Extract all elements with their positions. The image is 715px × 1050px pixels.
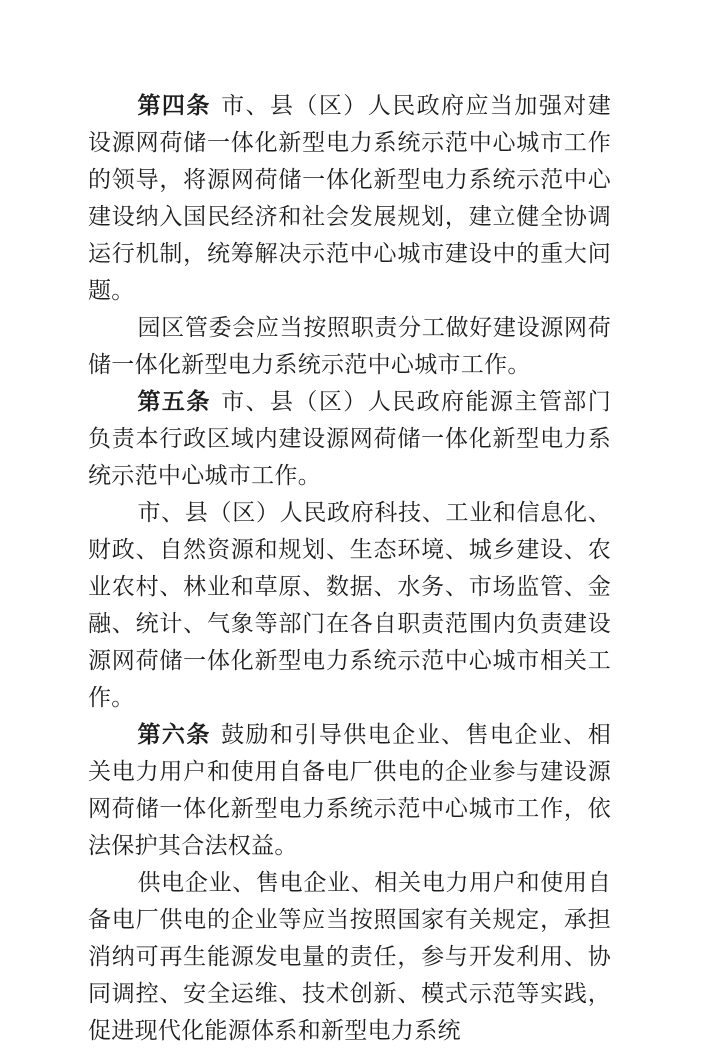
article-5-text: 市、县（区）人民政府能源主管部门负责本行政区域内建设源网荷储一体化新型电力系统示范中心城市工作。: [88, 389, 611, 489]
article-6-sub-paragraph: [88, 865, 611, 1050]
article-5-sub-text: 市、县（区）人民政府科技、工业和信息化、财政、自然资源和规划、生态环境、城乡建设、农业农村、林业和草原、数据、水务、市场监管、金融、统计、气象等部门在各自职责范围内负责建设源网荷储一体化新型电力系统示范中心城市相关工作。: [88, 500, 611, 711]
article-4-paragraph: [88, 88, 611, 310]
article-6-number: 第六条: [137, 722, 211, 748]
document-body: [88, 88, 611, 1050]
article-6-text: 鼓励和引导供电企业、售电企业、相关电力用户和使用自备电厂供电的企业参与建设源网荷储一体化新型电力系统示范中心城市工作，依法保护其合法权益。: [88, 722, 611, 859]
article-5-sub-paragraph: [88, 495, 611, 717]
article-4-text: 市、县（区）人民政府应当加强对建设源网荷储一体化新型电力系统示范中心城市工作的领导，将源网荷储一体化新型电力系统示范中心建设纳入国民经济和社会发展规划，建立健全协调运行机制，统筹解决示范中心城市建设中的重大问题。: [88, 93, 611, 304]
article-5-paragraph: [88, 384, 611, 495]
article-5-number: 第五条: [137, 389, 211, 415]
article-4-sub-paragraph: [88, 310, 611, 384]
article-6-paragraph: [88, 717, 611, 865]
article-6-sub-text: 供电企业、售电企业、相关电力用户和使用自备电厂供电的企业等应当按照国家有关规定，承担消纳可再生能源发电量的责任，参与开发利用、协同调控、安全运维、技术创新、模式示范等实践，促进现代化能源体系和新型电力系统: [88, 870, 611, 1044]
article-4-sub-text: 园区管委会应当按照职责分工做好建设源网荷储一体化新型电力系统示范中心城市工作。: [88, 315, 611, 378]
article-4-number: 第四条: [137, 93, 211, 119]
